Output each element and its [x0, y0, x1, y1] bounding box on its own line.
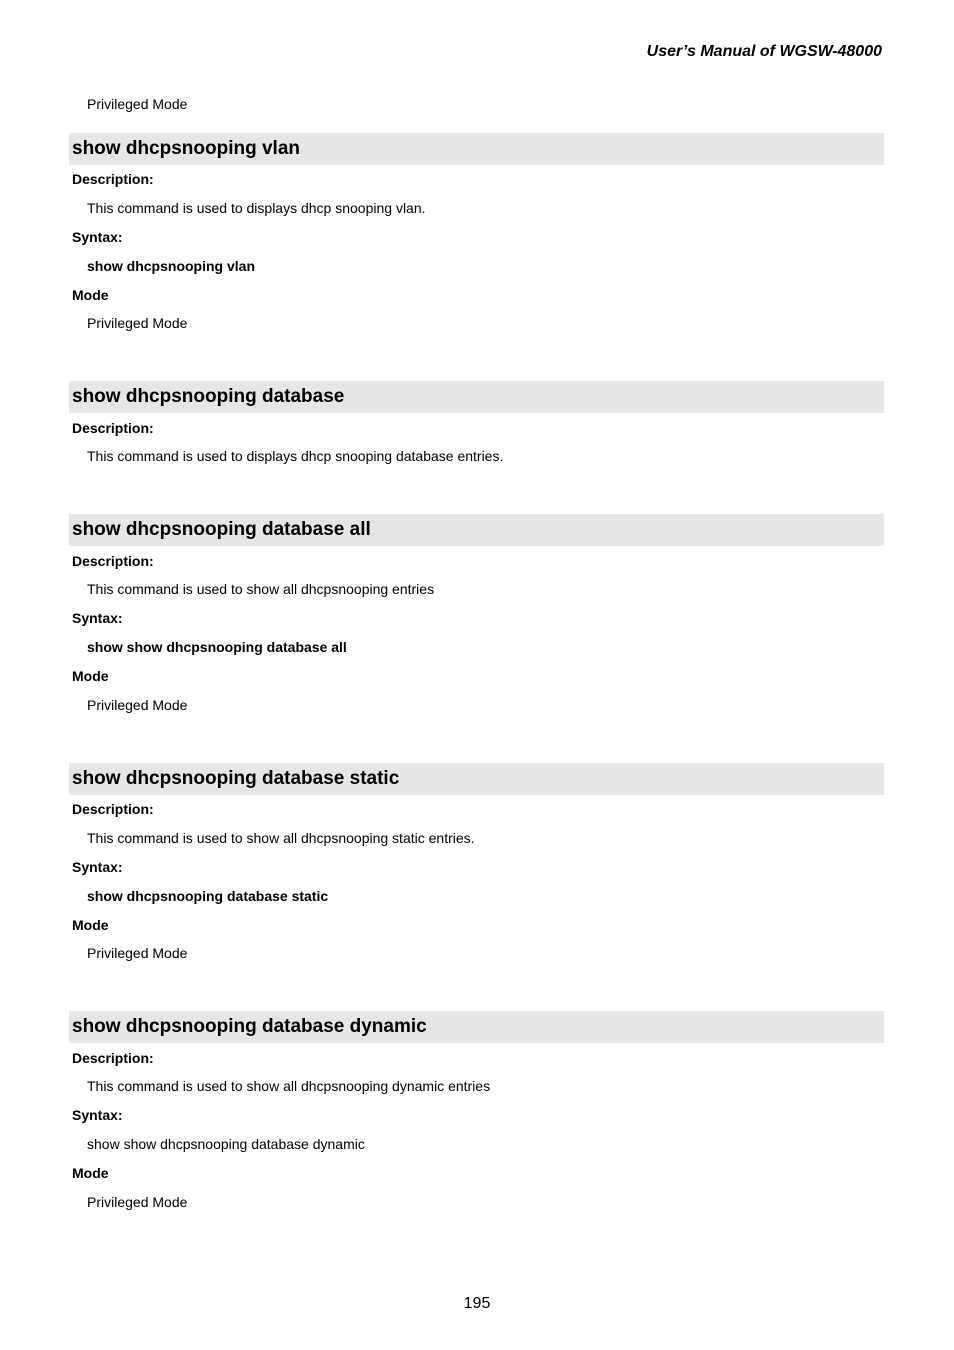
description-text: This command is used to show all dhcpsnooping dynamic entries [87, 1078, 491, 1094]
section-title: show dhcpsnooping database [72, 386, 345, 407]
section-heading-bar [69, 133, 884, 165]
section-title: show dhcpsnooping vlan [72, 138, 300, 159]
description-label: Description: [72, 171, 154, 187]
syntax-text: show show dhcpsnooping database all [87, 639, 347, 655]
syntax-label: Syntax: [72, 229, 123, 245]
mode-label: Mode [72, 917, 109, 933]
section-heading-bar [69, 1011, 884, 1043]
mode-label: Mode [72, 1165, 109, 1181]
description-label: Description: [72, 801, 154, 817]
description-text: This command is used to show all dhcpsnooping static entries. [87, 830, 475, 846]
syntax-label: Syntax: [72, 859, 123, 875]
section-title: show dhcpsnooping database all [72, 519, 371, 540]
section-title: show dhcpsnooping database dynamic [72, 1016, 427, 1037]
syntax-text: show show dhcpsnooping database dynamic [87, 1136, 365, 1152]
syntax-text: show dhcpsnooping database static [87, 888, 329, 904]
mode-text: Privileged Mode [87, 945, 188, 961]
syntax-text: show dhcpsnooping vlan [87, 258, 255, 274]
page-number: 195 [463, 1295, 491, 1312]
mode-text: Privileged Mode [87, 1194, 188, 1210]
syntax-label: Syntax: [72, 610, 123, 626]
description-text: This command is used to show all dhcpsnooping entries [87, 581, 435, 597]
mode-text: Privileged Mode [87, 697, 188, 713]
mode-text: Privileged Mode [87, 315, 188, 331]
section-heading-bar [69, 514, 884, 546]
description-text: This command is used to displays dhcp snooping vlan. [87, 200, 426, 216]
document-header-title: User’s Manual of WGSW-48000 [646, 43, 882, 60]
section-heading-bar [69, 763, 884, 795]
syntax-label: Syntax: [72, 1107, 123, 1123]
mode-label: Mode [72, 668, 109, 684]
description-text: This command is used to displays dhcp snooping database entries. [87, 448, 504, 464]
description-label: Description: [72, 553, 154, 569]
description-label: Description: [72, 1050, 154, 1066]
description-label: Description: [72, 420, 154, 436]
section-title: show dhcpsnooping database static [72, 768, 400, 789]
mode-label: Mode [72, 287, 109, 303]
intro-mode-value: Privileged Mode [87, 96, 188, 112]
section-heading-bar [69, 381, 884, 413]
